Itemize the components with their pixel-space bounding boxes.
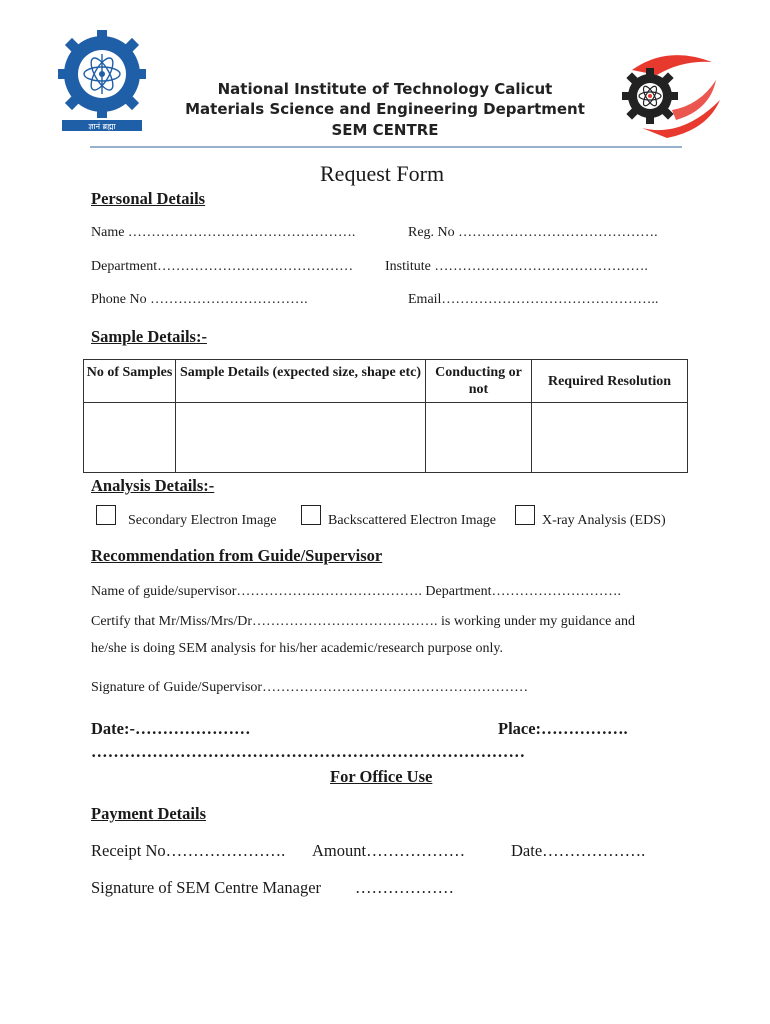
name-field[interactable]: Name …………………………………………. — [91, 225, 356, 240]
institute-name: National Institute of Technology Calicut — [217, 80, 553, 98]
backscattered-electron-label: Backscattered Electron Image — [328, 513, 496, 528]
personal-details-heading: Personal Details — [91, 189, 206, 208]
place-field[interactable]: Place:……………. — [498, 719, 628, 738]
sample-details-table — [83, 359, 688, 473]
nit-logo-motto: ज्ञानं ब्रह्मा — [88, 122, 116, 131]
centre-name: SEM CENTRE — [331, 121, 439, 139]
department-field[interactable]: Department…………………………………… — [91, 259, 354, 274]
reg-no-field[interactable]: Reg. No ……………………………………. — [408, 225, 658, 240]
certify-text: he/she is doing SEM analysis for his/her academic/research purpose only. — [91, 641, 503, 656]
certify-field[interactable]: Certify that Mr/Miss/Mrs/Dr…………………………………. is working under my guidance and — [91, 614, 636, 629]
cell-required-resolution[interactable] — [532, 403, 688, 473]
analysis-details-heading: Analysis Details:- — [91, 476, 215, 495]
nit-calicut-logo — [52, 28, 152, 132]
col-required-resolution: Required Resolution — [532, 360, 688, 403]
col-no-of-samples: No of Samples — [84, 360, 176, 403]
payment-details-heading: Payment Details — [91, 804, 207, 823]
col-conducting: Conducting or not — [426, 360, 532, 403]
manager-signature-field[interactable]: ……………… — [355, 878, 454, 897]
department-name: Materials Science and Engineering Department — [185, 100, 585, 118]
office-divider: …………………………………………………………………… — [91, 742, 526, 761]
guide-signature-field[interactable]: Signature of Guide/Supervisor………………………………………………… — [91, 680, 529, 695]
cell-conducting[interactable] — [426, 403, 532, 473]
institute-field[interactable]: Institute ………………………………………. — [385, 259, 648, 274]
xray-analysis-checkbox[interactable] — [515, 505, 535, 525]
header-divider — [90, 146, 682, 148]
secondary-electron-checkbox[interactable] — [96, 505, 116, 525]
sample-details-heading: Sample Details:- — [91, 327, 207, 346]
cell-no-of-samples[interactable] — [84, 403, 176, 473]
manager-signature-label: Signature of SEM Centre Manager — [91, 878, 322, 897]
col-sample-details: Sample Details (expected size, shape etc) — [176, 360, 426, 403]
phone-field[interactable]: Phone No ……………………………. — [91, 292, 308, 307]
cell-sample-details[interactable] — [176, 403, 426, 473]
secondary-electron-label: Secondary Electron Image — [128, 513, 277, 528]
guide-name-field[interactable]: Name of guide/supervisor…………………………………. Department………………………. — [91, 584, 621, 599]
xray-analysis-label: X-ray Analysis (EDS) — [542, 513, 666, 528]
amount-field[interactable]: Amount……………… — [312, 841, 466, 860]
payment-date-field[interactable]: Date………………. — [511, 841, 646, 860]
date-field[interactable]: Date:-………………… — [91, 719, 251, 738]
receipt-no-field[interactable]: Receipt No…………………. — [91, 841, 286, 860]
email-field[interactable]: Email……………………………………….. — [408, 292, 659, 307]
office-use-heading: For Office Use — [330, 767, 433, 786]
recommendation-heading: Recommendation from Guide/Supervisor — [91, 546, 383, 565]
backscattered-electron-checkbox[interactable] — [301, 505, 321, 525]
sem-centre-logo — [612, 50, 722, 140]
form-title: Request Form — [320, 161, 445, 186]
